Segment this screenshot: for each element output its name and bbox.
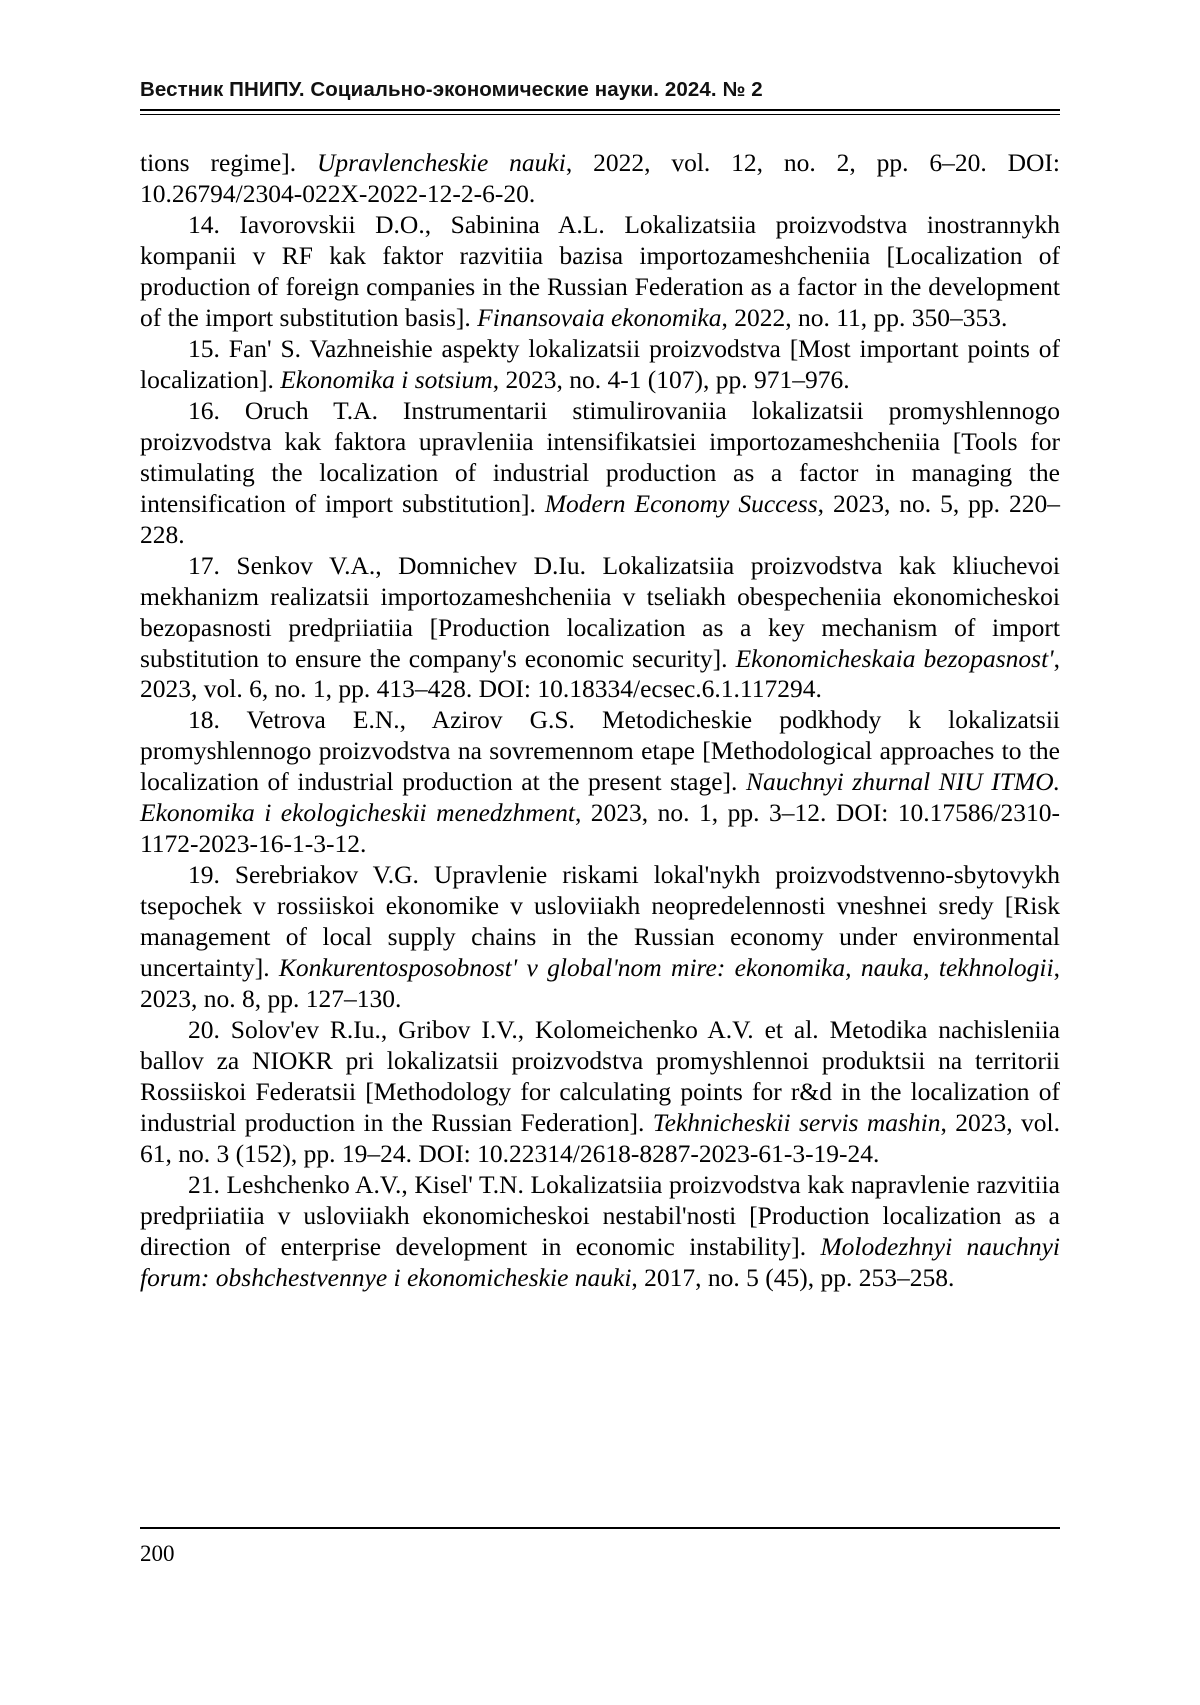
reference-text: 17. Senkov V.A., Domnichev D.Iu. Lokalizatsiia proizvodstva kak kliuchevoi mekhanizm realizatsii importozameshcheniia v tseliakh obespecheniia ekonomicheskoi bezopasnosti predpriiatiia [Production localization as a key mechanism of import substitution to ensure the company's economic security]. (140, 550, 1060, 673)
reference-text: , 2022, vol. 12, no. 2, pp. 6–20. DOI: 10.26794/2304-022X-2022-12-2-6-20. (140, 148, 1060, 208)
reference-entry (140, 210, 1060, 334)
reference-text: , 2023, no. 4-1 (107), pp. 971–976. (492, 364, 850, 394)
reference-text: , 2022, no. 11, pp. 350–353. (721, 302, 1008, 332)
reference-text: 14. Iavorovskii D.O., Sabinina A.L. Lokalizatsiia proizvodstva inostrannykh kompanii v RF kak faktor razvitiia bazisa importozameshcheniia [Localization of production of foreign companies in the Russian Federation as a factor in the development of the import substitution basis]. (140, 209, 1060, 332)
reference-text: 21. Leshchenko A.V., Kisel' T.N. Lokalizatsiia proizvodstva kak napravlenie razvitiia predpriiatiia v usloviiakh ekonomicheskoi nestabil'nosti [Production localization as a direction of enterprise development in economic instability]. (140, 1169, 1060, 1261)
reference-entry (140, 148, 1060, 210)
reference-entry (140, 860, 1060, 1015)
header-rule (140, 109, 1060, 115)
reference-text: 16. Oruch T.A. Instrumentarii stimulirovaniia lokalizatsii promyshlennogo proizvodstva kak faktora upravleniia intensifikatsiei importozameshcheniia [Tools for stimulating the localization of industrial production as a factor in managing the intensification of import substitution]. (140, 395, 1060, 518)
reference-source-title: Modern Economy Success (544, 488, 818, 518)
reference-text: , 2023, no. 1, pp. 3–12. DOI: 10.17586/2310-1172-2023-16-1-3-12. (140, 798, 1061, 859)
reference-text: , 2017, no. 5 (45), pp. 253–258. (631, 1262, 955, 1292)
reference-text: , 2023, vol. 6, no. 1, pp. 413–428. DOI: 10.18334/ecsec.6.1.117294. (140, 643, 1060, 704)
reference-text: tions regime]. (140, 148, 317, 177)
footer-rule (140, 1527, 1060, 1529)
running-head: Вестник ПНИПУ. Социально-экономические науки. 2024. № 2 (140, 78, 763, 101)
reference-source-title: Ekonomicheskaia bezopasnost' (735, 643, 1054, 673)
reference-source-title: Tekhnicheskii servis mashin (652, 1108, 941, 1138)
reference-entry (140, 334, 1060, 396)
reference-text: , 2023, no. 5, pp. 220–228. (140, 488, 1060, 549)
reference-entry (140, 396, 1060, 551)
reference-text: 20. Solov'ev R.Iu., Gribov I.V., Kolomeichenko A.V. et al. Metodika nachisleniia ballov za NIOKR pri lokalizatsii proizvodstva promyshlennoi produktsii na territorii Rossiiskoi Federatsii [Methodology for calculating points for r&d in the localization of industrial production in the Russian Federation]. (140, 1015, 1060, 1138)
reference-source-title: Konkurentosposobnost' v global'nom mire: ekonomika, nauka, tekhnologii (278, 953, 1054, 983)
reference-entry (140, 551, 1060, 706)
reference-source-title: Upravlencheskie nauki (316, 148, 566, 177)
references-list (140, 148, 1060, 1294)
page-number: 200 (140, 1541, 175, 1566)
page-footer (140, 1527, 1060, 1567)
reference-text: 18. Vetrova E.N., Azirov G.S. Metodicheskie podkhody k lokalizatsii promyshlennogo proizvodstva na sovremennom etape [Methodological approaches to the localization of industrial production at the present stage]. (140, 705, 1060, 797)
reference-source-title: Molodezhnyi nauchnyi forum: obshchestvennye i ekonomicheskie nauki (140, 1231, 1060, 1292)
reference-entry (140, 1015, 1060, 1170)
reference-text: , 2023, no. 8, pp. 127–130. (140, 953, 1060, 1014)
reference-entry (140, 1170, 1060, 1294)
reference-source-title: Nauchnyi zhurnal NIU ITMO. Ekonomika i ekologicheskii menedzhment (140, 767, 1060, 828)
reference-text: , 2023, vol. 61, no. 3 (152), pp. 19–24. DOI: 10.22314/2618-8287-2023-61-3-19-24. (140, 1108, 1060, 1168)
reference-entry (140, 705, 1060, 860)
reference-text: 19. Serebriakov V.G. Upravlenie riskami lokal'nykh proizvodstvenno-sbytovykh tsepochek v rossiiskoi ekonomike v usloviiakh neopredelennosti vneshnei sredy [Risk management of local supply chains in the Russian economy under environmental uncertainty]. (140, 860, 1060, 983)
reference-text: 15. Fan' S. Vazhneishie aspekty lokalizatsii proizvodstva [Most important points of localization]. (140, 333, 1060, 394)
reference-source-title: Ekonomika i sotsium (280, 364, 493, 394)
reference-source-title: Finansovaia ekonomika (477, 302, 722, 332)
page-header (140, 78, 1060, 115)
